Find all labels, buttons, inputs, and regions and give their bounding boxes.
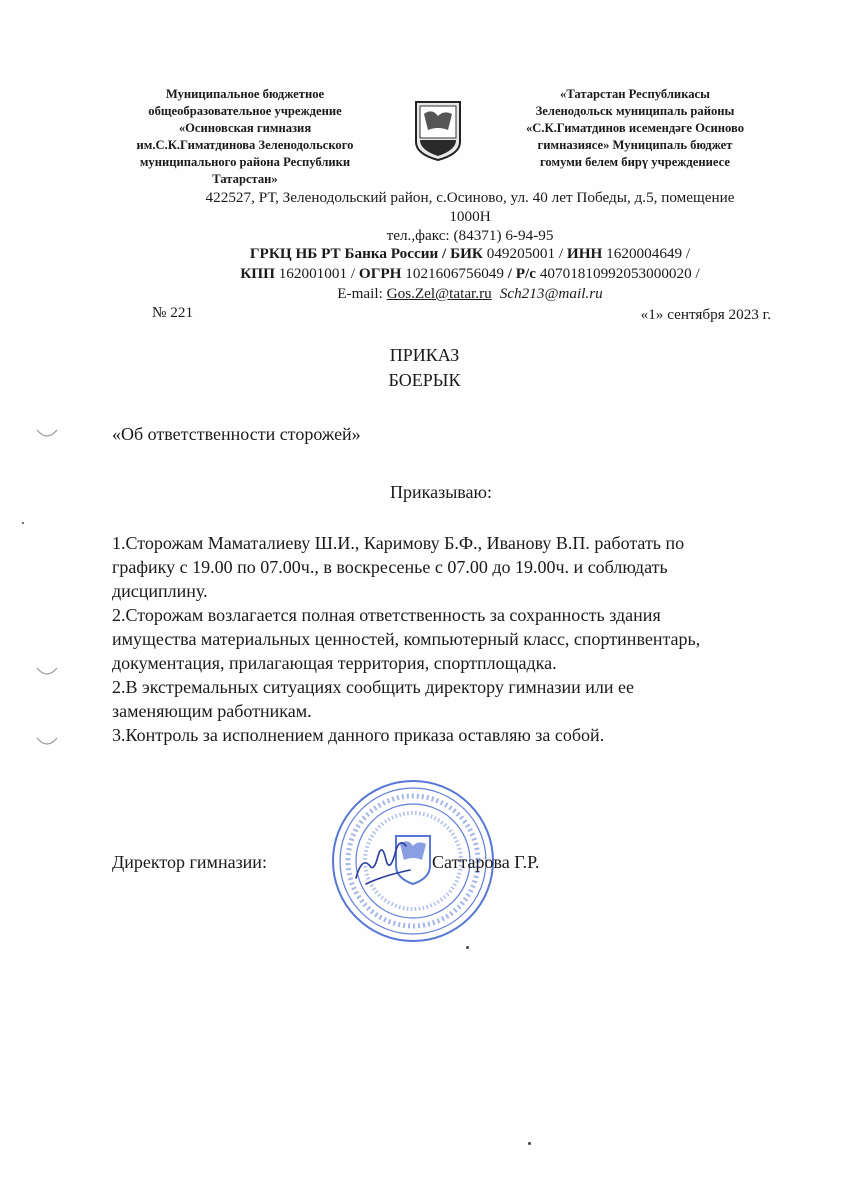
header-left-block [110, 86, 380, 188]
bank-label: КПП [240, 265, 275, 282]
bank-label: ИНН [566, 245, 603, 262]
order-body [112, 531, 782, 747]
order-subject: «Об ответственности сторожей» [112, 424, 361, 444]
bank-value: 40701810992053000020 / [536, 265, 700, 282]
header-right-line: «Татарстан Республикасы [560, 87, 710, 101]
bank-details-line [150, 264, 790, 283]
address-line: 1000Н [449, 208, 491, 225]
document-number: № 221 [152, 304, 194, 321]
bank-label: ОГРН [358, 265, 402, 282]
address-block [150, 188, 790, 226]
header-left-line: «Осиновская гимназия [178, 121, 312, 135]
email-link[interactable]: Sch213@mail.ru [499, 285, 603, 302]
header-right-line: «С.К.Гиматдинов исемендәге Осиново [525, 121, 745, 135]
order-body-line: 2.Сторожам возлагается полная ответственность за сохранность здания [112, 605, 661, 625]
header-left-line: муниципального района Республики [139, 155, 351, 169]
signatory-role: Директор гимназии: [112, 852, 267, 872]
header-right-line: гимназиясе» Муниципаль бюджет [537, 138, 733, 152]
order-body-line: имущества материальных ценностей, компьютерный класс, спортинвентарь, [112, 629, 701, 649]
header-right-line: Зеленодольск муниципаль районы [535, 104, 735, 118]
punch-hole-mark-icon [36, 666, 58, 678]
bank-details-line [150, 244, 790, 263]
header-left-line: общеобразовательное учреждение [148, 104, 342, 118]
header-left-line: им.С.К.Гиматдинова Зеленодольского [136, 138, 354, 152]
header-right-block [505, 86, 765, 171]
bank-label: ГРКЦ НБ РТ Банка России / БИК [249, 245, 483, 262]
speck-mark [528, 1142, 531, 1145]
order-body-line: дисциплину. [112, 581, 208, 601]
order-heading: Приказываю: [390, 482, 492, 502]
order-body-line: документация, прилагающая территория, спортплощадка. [112, 653, 557, 673]
header-left-line: Татарстан» [212, 172, 278, 186]
punch-hole-mark-icon [36, 428, 58, 440]
bank-value: 049205001 / [482, 245, 567, 262]
bank-value: 162001001 / [274, 265, 359, 282]
email-link[interactable]: Gos.Zel@tatar.ru [386, 285, 492, 302]
handwritten-signature-icon [348, 826, 418, 896]
order-body-line: 2.В экстремальных ситуациях сообщить директору гимназии или ее [112, 677, 634, 697]
email-label: E-mail: [337, 285, 387, 302]
bank-value: 1620004649 / [602, 245, 691, 262]
speck-mark [22, 522, 24, 524]
order-body-line: заменяющим работникам. [112, 701, 312, 721]
order-body-line: графику с 19.00 по 07.00ч., в воскресенье с 07.00 до 19.00ч. и соблюдать [112, 557, 668, 577]
document-title-tatar: БОЕРЫК [388, 370, 461, 390]
order-body-line: 3.Контроль за исполнением данного приказа оставляю за собой. [112, 725, 605, 745]
header-right-line: гомуми белем бирү учреждениесе [540, 155, 730, 169]
address-line: 422527, РТ, Зеленодольский район, с.Осиново, ул. 40 лет Победы, д.5, помещение [205, 189, 735, 206]
document-date: «1» сентября 2023 г. [640, 306, 771, 323]
header-left-line: Муниципальное бюджетное [165, 87, 325, 101]
bank-label: / Р/с [507, 265, 537, 282]
punch-hole-mark-icon [36, 736, 58, 748]
signatory-name: Саттарова Г.Р. [432, 852, 540, 872]
email-line [150, 284, 790, 303]
bank-value: 1021606756049 [401, 265, 508, 282]
document-title: ПРИКАЗ [389, 345, 460, 365]
order-body-line: 1.Сторожам Маматалиеву Ш.И., Каримову Б.Ф., Иванову В.П. работать по [112, 533, 685, 553]
phone-fax: тел.,факс: (84371) 6-94-95 [386, 227, 554, 244]
coat-of-arms-emblem-icon [414, 100, 462, 162]
speck-mark [466, 946, 469, 949]
